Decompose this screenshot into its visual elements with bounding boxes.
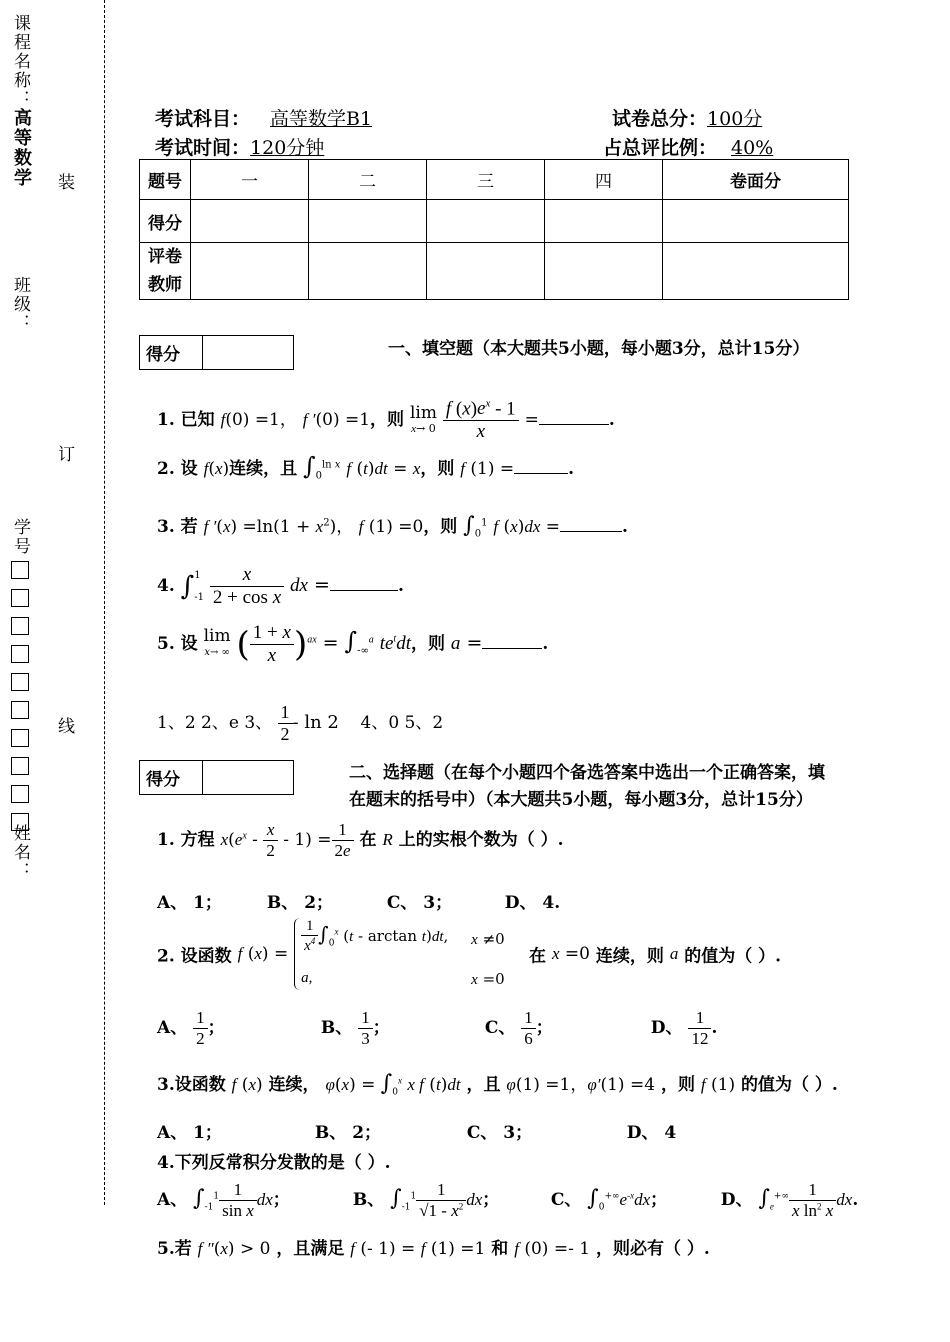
c3-text-c: ，且 (466, 1075, 501, 1095)
c4-opt-b[interactable]: B、 $\int_{-1}^1$ $\frac{1}{√1 - x^2}$ dx； (352, 1180, 500, 1220)
q1-text-b: ，则 (370, 410, 405, 431)
c4-opt-c[interactable]: C、 $\int_0^{+\infty}e^{-x}dx$； (550, 1186, 668, 1213)
id-box[interactable] (11, 757, 29, 775)
c3-opt-c[interactable]: C、 3； (466, 1123, 533, 1143)
xian-mark: 线 (58, 717, 75, 737)
c4-opt-a[interactable]: A、 $\int_{-1}^1$ $\frac{1}{\text{sin x}}$ dx； (157, 1180, 290, 1220)
q5-text-b: ，则 (410, 634, 445, 654)
row-score: 得分 (140, 200, 191, 243)
c1-text-b: 在 (359, 830, 377, 850)
total-value: 100分 (707, 108, 763, 130)
fill-q5: 5. 设 lim x→ ∞ ( $\frac{1 + x}{x}$ )$^{ax} = \int_{-\infty}^a$ $te^tdt$，则 a = . (157, 622, 549, 666)
choice-q5: 5.若 f ″(x) > 0 ，且满足 f (- 1) = f (1) =1 和 f (0) =- 1 ，则必有（ ）. (157, 1239, 710, 1259)
section1-score-cell[interactable] (203, 336, 294, 370)
ratio-label: 占总评比例： (603, 137, 718, 159)
time-label: 考试时间： (155, 137, 251, 159)
ratio-value: 40% (731, 137, 774, 159)
q4-text-a: 4. (157, 576, 175, 596)
c2-text-c: 连续，则 (595, 946, 664, 967)
q2-text-a: 2. 设 (157, 459, 198, 479)
class-label: 班级： (10, 276, 30, 333)
c2-opt-a[interactable]: A、 $\frac{1}{2}$ ； (157, 1008, 225, 1048)
choice-q4-options (157, 1180, 858, 1221)
section2-title (349, 760, 825, 814)
score-cell[interactable] (663, 200, 849, 243)
score-cell[interactable] (545, 200, 663, 243)
time-row (155, 133, 324, 160)
c1-text-c: 上的实根个数为（ ）. (398, 830, 564, 850)
choice-q3: 3.设函数 f (x) 连续， $\varphi(x) = \int_0^x$ x f (t)dt ，且 φ(1) =1，φ′(1) =4 ，则 f (1) 的值为（ ）. (157, 1071, 838, 1098)
section1-score-label: 得分 (140, 336, 203, 370)
c3-text-e: 的值为（ ）. (741, 1075, 838, 1095)
student-id-boxes[interactable] (11, 561, 29, 841)
total-label: 试卷总分： (612, 108, 708, 130)
c1-opt-c[interactable]: C、 3； (386, 893, 453, 913)
q3-text-a: 3. 若 (157, 517, 198, 537)
c1-opt-a[interactable]: A、 1； (157, 893, 222, 913)
c1-text-a: 1. 方程 (157, 830, 215, 850)
score-cell[interactable] (191, 200, 309, 243)
id-box[interactable] (11, 729, 29, 747)
teacher-cell[interactable] (191, 243, 309, 300)
c3-opt-a[interactable]: A、 1； (157, 1123, 222, 1143)
ding-mark: 订 (58, 445, 75, 465)
course-label: 课程名称： (10, 14, 30, 109)
c2-text-d: 的值为（ ）. (684, 946, 782, 967)
score-table (139, 159, 849, 300)
ratio-row (603, 133, 773, 160)
id-box[interactable] (11, 785, 29, 803)
choice-q4: 4.下列反常积分发散的是（ ）. (157, 1153, 391, 1173)
c3-opt-b[interactable]: B、 2； (314, 1123, 382, 1143)
teacher-cell[interactable] (663, 243, 849, 300)
c3-text-a: 3.设函数 (157, 1075, 226, 1095)
id-box[interactable] (11, 589, 29, 607)
subject-row (155, 104, 394, 131)
c1-opt-b[interactable]: B、 2； (266, 893, 334, 913)
q1-text-a: 1. 已知 (157, 410, 215, 431)
answers-text: 1、2 2、e 3、 (157, 713, 273, 733)
c5-text-a: 5.若 (157, 1239, 192, 1259)
c5-text-d: ，则必有（ ）. (595, 1239, 710, 1259)
col-2: 二 (309, 160, 427, 200)
section2-score-label: 得分 (140, 761, 203, 795)
c2-opt-d[interactable]: D、 $\frac{1}{12}$ . (650, 1008, 718, 1048)
section2-score-cell[interactable] (203, 761, 294, 795)
c5-text-c: 和 (491, 1239, 509, 1259)
c2-text-a: 2. 设函数 (157, 946, 232, 967)
id-box[interactable] (11, 645, 29, 663)
answer-line: 1、2 2、e 3、 $\frac{1}{2}$ - ln 2 4、0 5、2 (157, 702, 444, 744)
q3-text-b: ，则 (423, 517, 458, 537)
total-row (612, 104, 762, 131)
score-cell[interactable] (427, 200, 545, 243)
subject-label: 考试科目： (155, 108, 251, 130)
q5-text-a: 5. 设 (157, 634, 198, 654)
c3-text-b: 连续， (268, 1075, 320, 1095)
time-value: 120分钟 (250, 137, 325, 159)
q2-text-c: ，则 (420, 459, 455, 479)
fill-q2: 2. 设 f(x)连续，且 $\int_0^{ln x}$ f (t)dt = x，则 f (1) = . (157, 452, 575, 482)
section2-title-line2: 在题末的括号中）（本大题共5小题，每小题3分，总计15分） (349, 790, 813, 810)
col-5: 卷面分 (663, 160, 849, 200)
col-1: 一 (191, 160, 309, 200)
id-box[interactable] (11, 561, 29, 579)
teacher-cell[interactable] (427, 243, 545, 300)
binding-line (104, 0, 105, 1205)
zhuang-mark: 装 (58, 173, 75, 193)
fill-q1: 1. 已知 f(0) =1， f ′(0) =1，则 lim x→ 0 $\frac{f (x)e^x - 1}{x}$ = . (157, 398, 615, 443)
name-label: 姓名： (10, 824, 30, 881)
col-label: 题号 (140, 160, 191, 200)
id-box[interactable] (11, 701, 29, 719)
section1-title: 一、填空题（本大题共5小题，每小题3分，总计15分） (388, 339, 810, 359)
answers-tail: 4、0 5、2 (360, 713, 444, 733)
row-teacher: 评卷教师 (140, 243, 191, 300)
section2-title-line1: 二、选择题（在每个小题四个备选答案中选出一个正确答案，填 (349, 763, 825, 783)
c3-text-d: ，则 (660, 1075, 695, 1095)
c5-text-b: ，且满足 (276, 1239, 345, 1259)
choice-q2: 2. 设函数 f (x) = $\frac{1}{x^4}$ $\int_0^x$ (t - arctan t)dt, x ≠0 a, x =0 在 x =0 连续，则 a 的值为（ ）. (157, 918, 782, 988)
choice-q1: 1. 方程 $x(e^x$ - $\frac{x}{2}$ - 1) = $\frac{1}{2e}$ 在 R 上的实根个数为（ ）. (157, 820, 564, 860)
course-value: 高等数学 (11, 108, 32, 188)
choice-q1-options (157, 888, 560, 913)
c1-opt-d[interactable]: D、 4. (504, 893, 561, 913)
c2-opt-b[interactable]: B、 $\frac{1}{3}$ ； (320, 1008, 390, 1048)
fill-q4: 4. ∫1 -1 $\frac{x}{\text{2 + cos x}}$ dx = . (157, 564, 404, 608)
col-4: 四 (545, 160, 663, 200)
section2-score-box (139, 760, 294, 795)
score-cell[interactable] (309, 200, 427, 243)
student-id-label: 学号 (10, 518, 30, 556)
id-box[interactable] (11, 617, 29, 635)
id-box[interactable] (11, 673, 29, 691)
teacher-cell[interactable] (545, 243, 663, 300)
choice-q2-options (157, 1008, 717, 1049)
col-3: 三 (427, 160, 545, 200)
teacher-cell[interactable] (309, 243, 427, 300)
fill-q3: 3. 若 f $'(x) =\ln(1 + x^2)$， f (1) =0，则 $\int_0^1$ f (x)dx = . (157, 513, 628, 540)
c2-opt-c[interactable]: C、 $\frac{1}{6}$ ； (484, 1008, 553, 1048)
c3-opt-d[interactable]: D、 4 (626, 1123, 677, 1143)
subject-value: 高等数学B1 (270, 108, 373, 130)
c4-opt-d[interactable]: D、 $\int_e^{+\infty}$ $\frac{1}{x \ln^2 x}$ dx. (720, 1180, 859, 1220)
q2-text-b: 连续，且 (229, 459, 298, 479)
c2-text-b: 在 (529, 946, 547, 967)
choice-q3-options (157, 1118, 676, 1143)
section1-score-box (139, 335, 294, 370)
